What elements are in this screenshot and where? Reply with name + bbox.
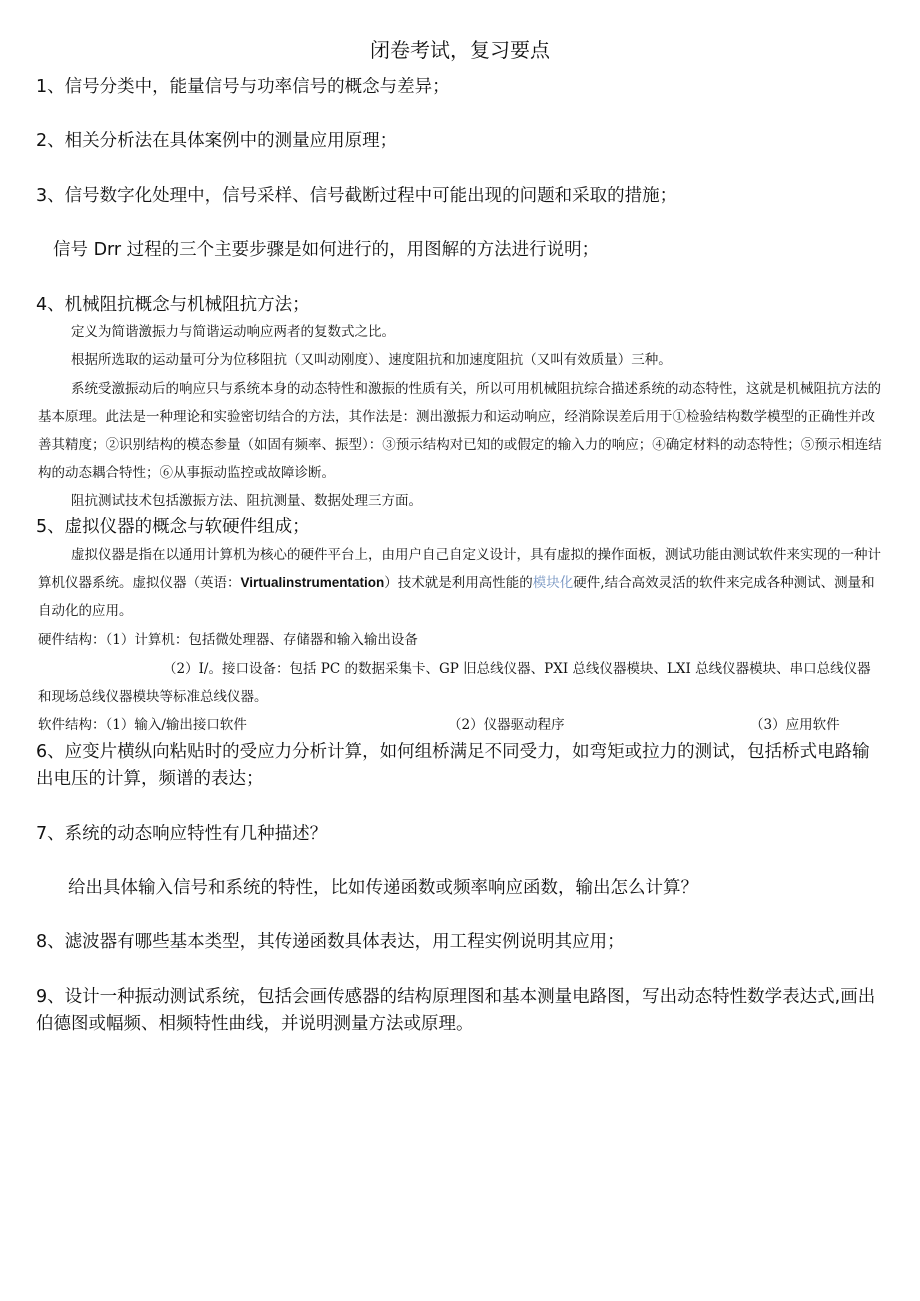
q5-text-a: 虚拟仪器是指在以通用计算机为核心的硬件平台上，由用户自己自定义设计，具有虚拟的操作面板，测试功能由测试软件来实现的一种计算机仪器系统。虚拟仪器（英语：: [38, 547, 881, 591]
q4-paragraph-3: 系统受激振动后的响应只与系统本身的动态特性和激振的性质有关，所以可用机械阻抗综合描述系统的动态特性，这就是机械阻抗方法的基本原理。此法是一种理论和实验密切结合的方法，其作法是：测出激振力和运动响应，经消除误差后用于①检验结构数学模型的正确性并改善其精度；②识别结构的模态参量（如固有频率、振型）：③预示结构对已知的或假定的输入力的响应；④确定材料的动态特性；⑤预示相连结构的动态耦合特性；⑥从事振动监控或故障诊断。: [38, 381, 882, 481]
hardware-structure-line-2: （2）I/。接口设备：包括 PC 的数据采集卡、GP 旧总线仪器、PXI 总线仪器模块、LXI 总线仪器模块、串口总线仪器和现场总线仪器模块等标准总线仪器。: [38, 661, 871, 705]
question-5: 5、虚拟仪器的概念与软硬件组成；: [36, 517, 310, 537]
question-8: 8、滤波器有哪些基本类型，其传递函数具体表达，用工程实例说明其应用；: [36, 932, 625, 952]
software-structure-row: [38, 711, 884, 739]
q4-paragraph-4: 阻抗测试技术包括激振方法、阻抗测量、数据处理三方面。: [71, 493, 422, 509]
hardware-structure-line-1: 硬件结构：（1）计算机：包括微处理器、存储器和输入输出设备: [38, 632, 418, 648]
software-item-3: （3）应用软件: [750, 717, 840, 733]
question-1: 1、信号分类中，能量信号与功率信号的概念与差异；: [36, 77, 450, 97]
q5-english-term: Virtualinstrumentation: [240, 575, 385, 590]
question-3-sub: 信号 Drr 过程的三个主要步骤是如何进行的，用图解的方法进行说明；: [53, 240, 600, 260]
question-3: 3、信号数字化处理中，信号采样、信号截断过程中可能出现的问题和采取的措施；: [36, 186, 678, 206]
software-item-2: （2）仪器驱动程序: [448, 717, 565, 733]
page-title: 闭卷考试，复习要点: [370, 38, 550, 62]
question-4: 4、机械阻抗概念与机械阻抗方法；: [36, 295, 310, 315]
q5-text-c: 硬件,结合高效灵活的软件来完成各种测试、测量和自动化的应用。: [38, 575, 875, 619]
question-2: 2、相关分析法在具体案例中的测量应用原理；: [36, 131, 398, 151]
q5-paragraph-1: [38, 541, 884, 625]
q5-text-b: ）技术就是利用高性能的: [384, 575, 533, 591]
software-item-1: 软件结构：（1）输入/输出接口软件: [38, 717, 247, 733]
modular-link[interactable]: 模块化: [532, 575, 574, 591]
question-9: 9、设计一种振动测试系统，包括会画传感器的结构原理图和基本测量电路图，写出动态特性数学表达式,画出伯德图或幅频、相频特性曲线，并说明测量方法或原理。: [36, 987, 876, 1034]
q4-paragraph-2: 根据所选取的运动量可分为位移阻抗（又叫动刚度）、速度阻抗和加速度阻抗（又叫有效质量）三种。: [71, 352, 672, 368]
question-7: 7、系统的动态响应特性有几种描述？: [36, 824, 328, 844]
question-6: 6、应变片横纵向粘贴时的受应力分析计算，如何组桥满足不同受力，如弯矩或拉力的测试，包括桥式电路输出电压的计算，频谱的表达；: [36, 742, 870, 789]
q4-paragraph-1: 定义为简谐激振力与简谐运动响应两者的复数式之比。: [71, 324, 395, 340]
question-7-sub: 给出具体输入信号和系统的特性，比如传递函数或频率响应函数，输出怎么计算？: [68, 878, 698, 898]
